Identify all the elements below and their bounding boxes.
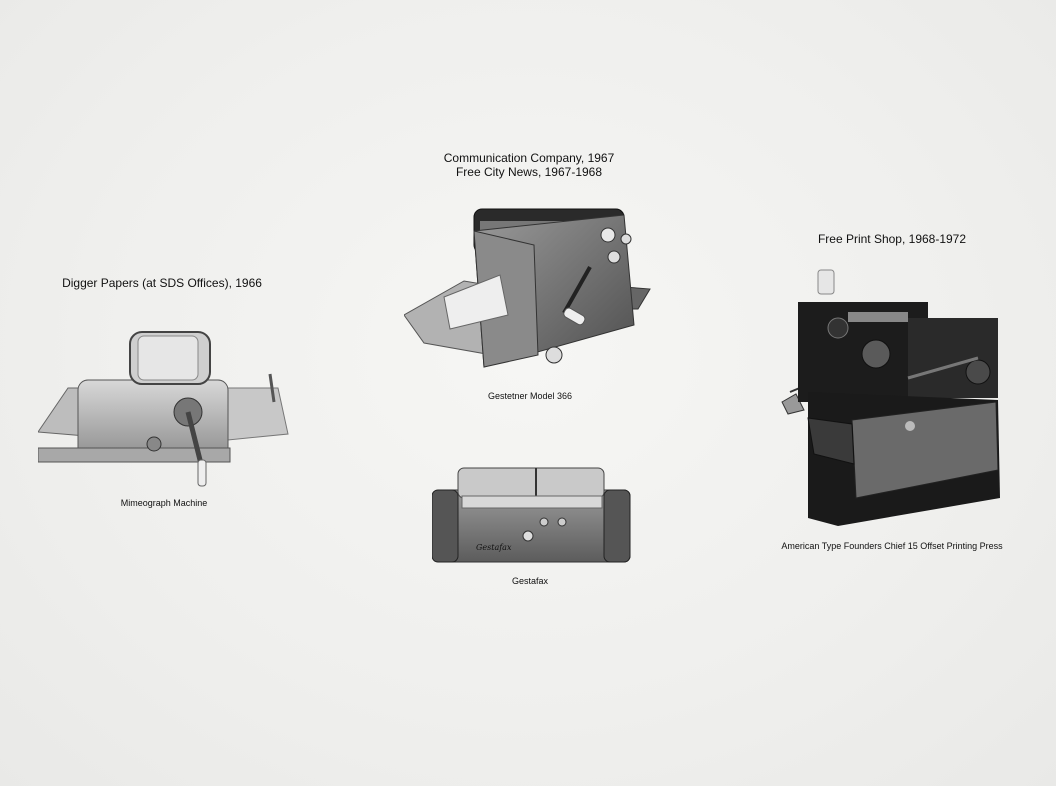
offset-printing-press-photo: [778, 268, 1006, 530]
gestetner-model-366-photo: [404, 205, 652, 377]
gestafax-photo: [432, 464, 632, 568]
caption-gestafax: Gestafax: [511, 576, 549, 586]
heading-free-print-shop: Free Print Shop, 1968-1972: [817, 232, 967, 246]
heading-line-2: Free City News, 1967-1968: [455, 165, 603, 179]
heading-digger-papers: Digger Papers (at SDS Offices), 1966: [62, 276, 262, 290]
caption-gestetner: Gestetner Model 366: [487, 391, 573, 401]
svg-text:Gestafax: Gestafax: [476, 543, 512, 552]
caption-offset-press: American Type Founders Chief 15 Offset Printing Press: [781, 541, 1003, 551]
mimeograph-machine-photo: [38, 322, 290, 490]
heading-communication-company: [430, 151, 628, 179]
caption-mimeograph: Mimeograph Machine: [120, 498, 208, 508]
heading-line-1: Communication Company, 1967: [443, 151, 615, 165]
